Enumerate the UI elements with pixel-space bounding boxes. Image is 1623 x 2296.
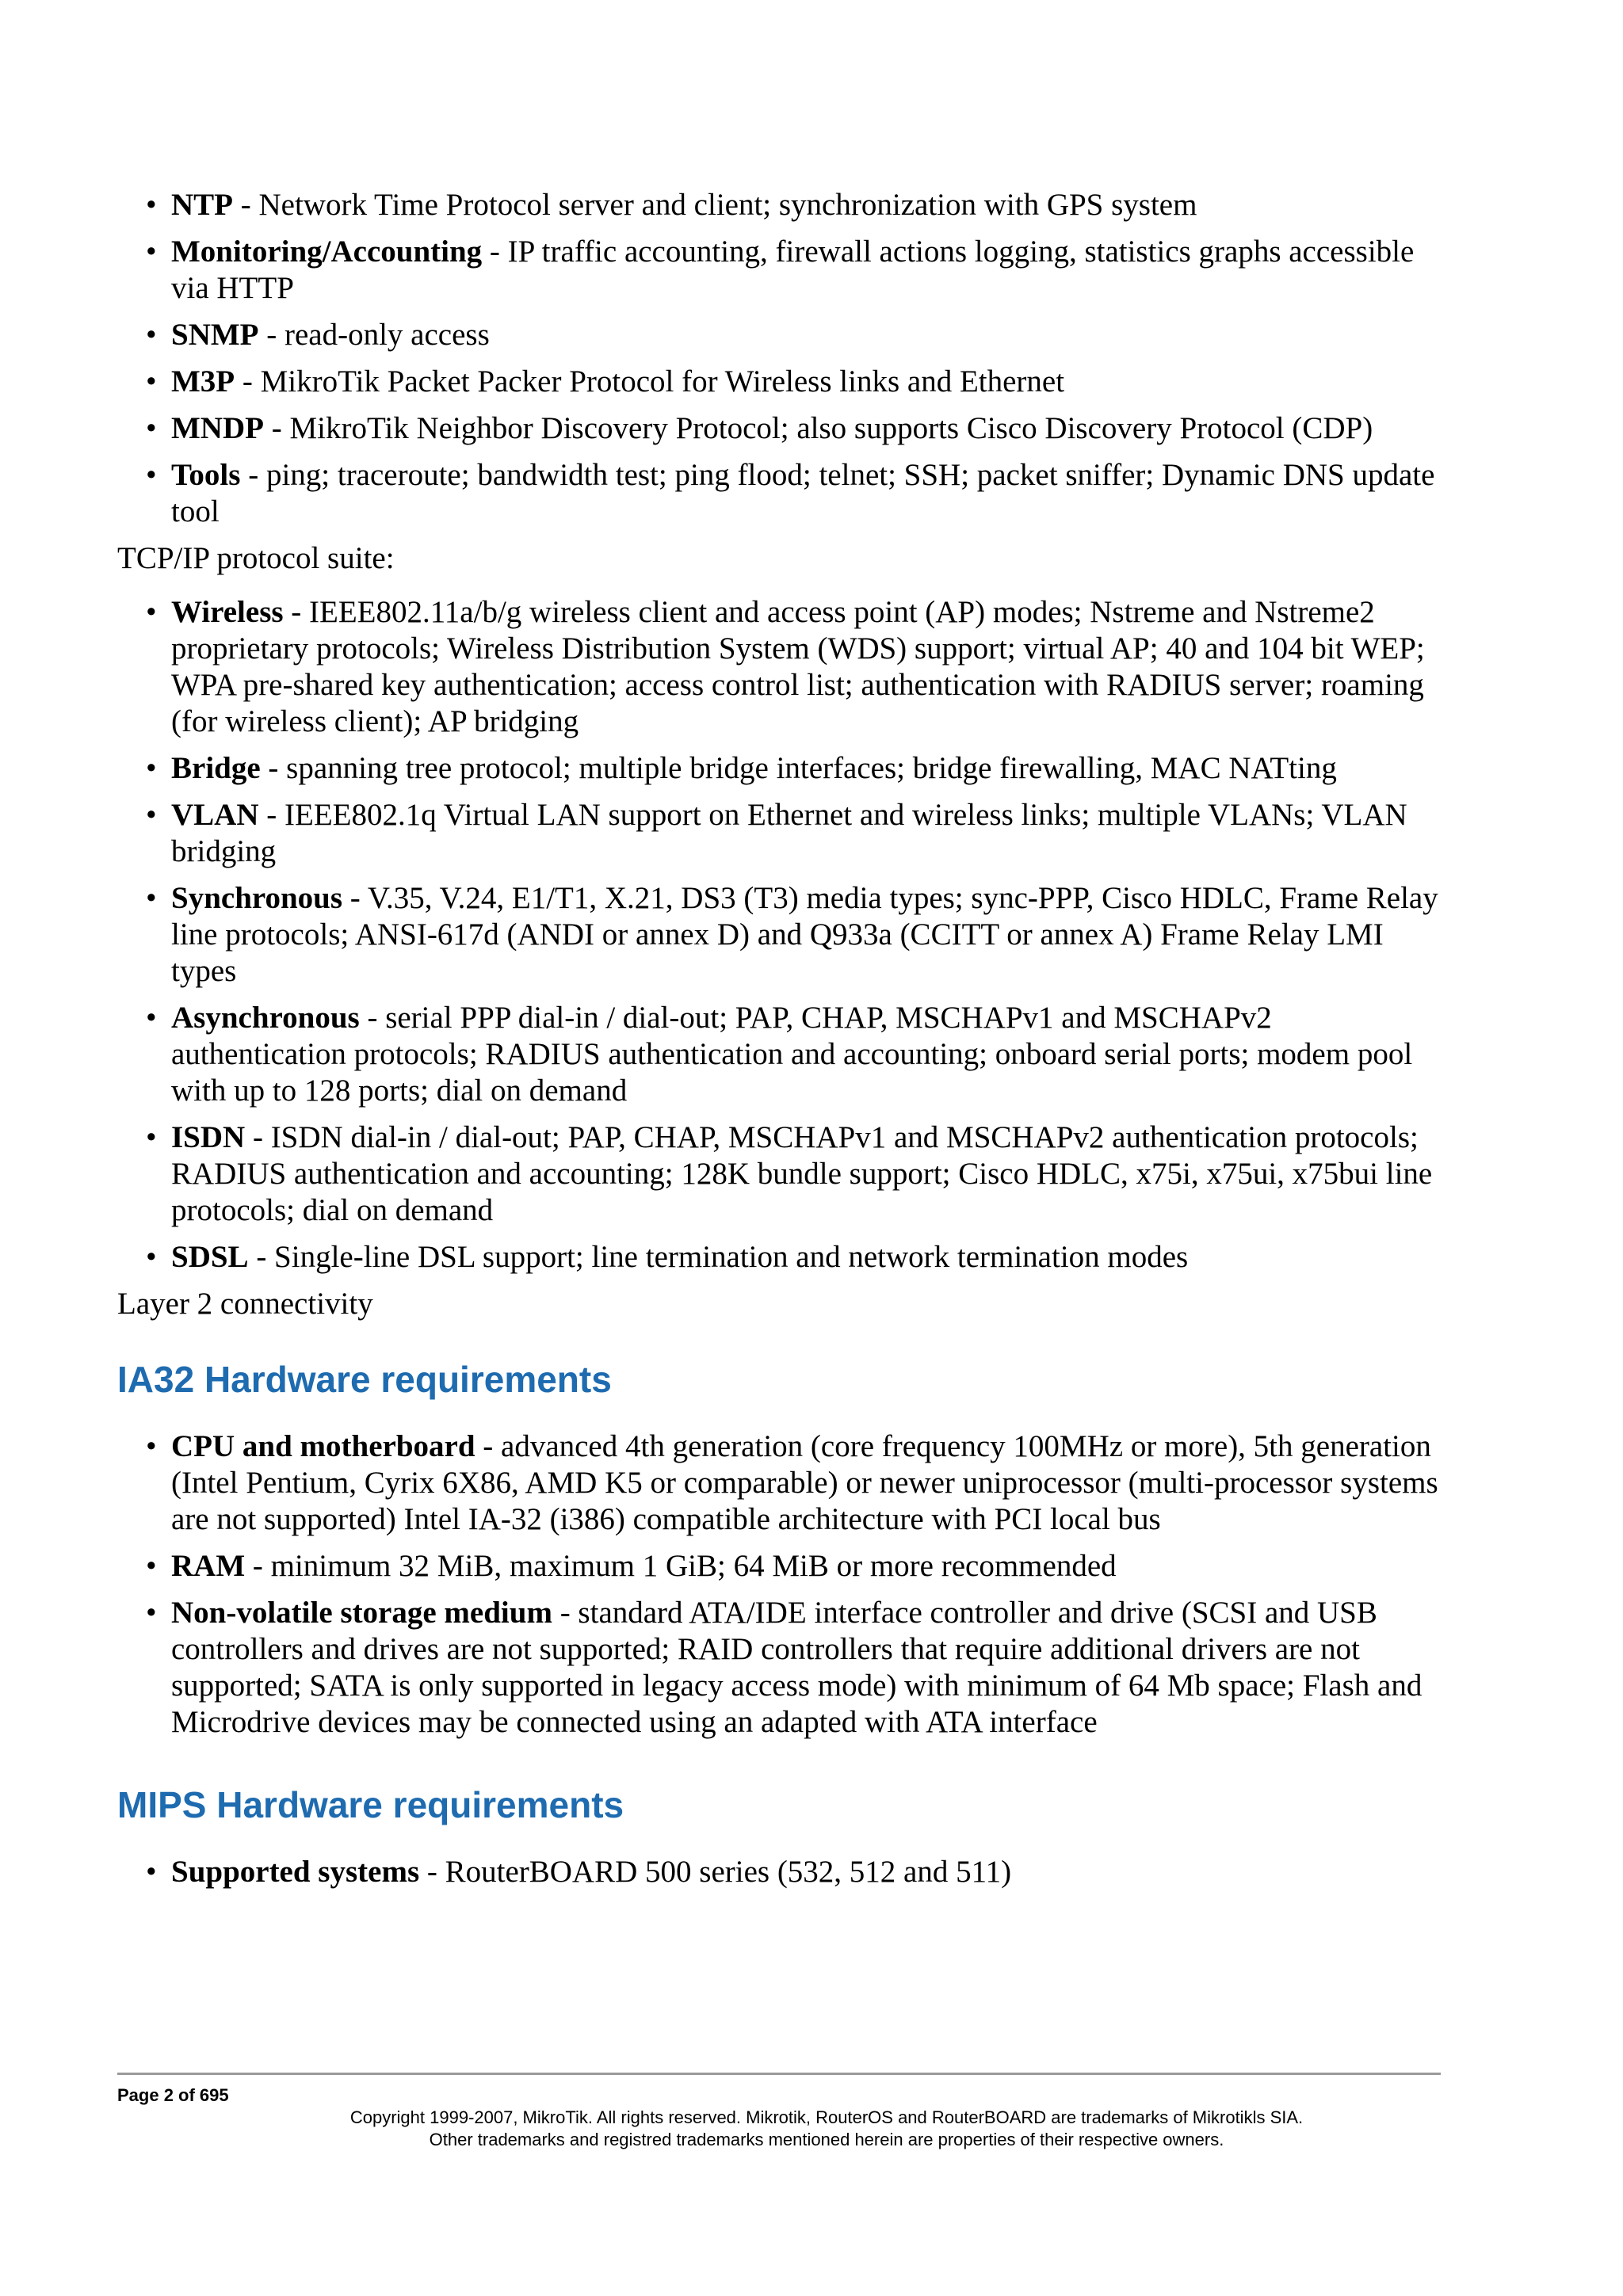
list-item (117, 1595, 1441, 1741)
list-item (117, 1428, 1441, 1538)
bullet-icon: • (146, 188, 157, 222)
item-desc: - IP traffic accounting, firewall actions logging, statistics graphs accessible via HTTP (171, 235, 1415, 305)
requirements-list-ia32 (117, 1428, 1441, 1741)
item-desc: - Network Time Protocol server and client; synchronization with GPS system (233, 188, 1197, 222)
list-item (117, 187, 1441, 223)
item-term: Bridge (171, 751, 261, 785)
item-desc: - Single-line DSL support; line termination and network termination modes (248, 1240, 1189, 1274)
bullet-icon: • (146, 1120, 157, 1154)
list-item (117, 317, 1441, 353)
list-item (117, 1548, 1441, 1585)
bullet-icon: • (146, 881, 157, 915)
feature-list-1 (117, 187, 1441, 530)
list-item (117, 797, 1441, 870)
list-item (117, 750, 1441, 787)
bullet-icon: • (146, 595, 157, 629)
list-item (117, 1119, 1441, 1229)
copyright-line-1: Copyright 1999-2007, MikroTik. All rights reserved. Mikrotik, RouterOS and RouterBOARD are trademarks of Mikrotikls SIA. (349, 2107, 1304, 2127)
item-term: SDSL (171, 1240, 249, 1274)
list-item (117, 1239, 1441, 1276)
item-desc: - ping; traceroute; bandwidth test; ping flood; telnet; SSH; packet sniffer; Dynamic DNS update tool (171, 458, 1435, 528)
item-desc: - MikroTik Neighbor Discovery Protocol; also supports Cisco Discovery Protocol (CDP) (263, 411, 1373, 445)
bullet-icon: • (146, 458, 157, 492)
item-desc: - minimum 32 MiB, maximum 1 GiB; 64 MiB or more recommended (245, 1549, 1117, 1583)
item-desc: - advanced 4th generation (core frequency 100MHz or more), 5th generation (Intel Pentium, Cyrix 6X86, AMD K5 or comparable) or newer uniprocessor (multi-processor systems are not supported) Intel IA-32 (i386) compatible architecture with PCI local bus (171, 1429, 1438, 1536)
item-term: Tools (171, 458, 241, 492)
item-term: NTP (171, 188, 233, 222)
item-desc: - ISDN dial-in / dial-out; PAP, CHAP, MSCHAPv1 and MSCHAPv2 authentication protocols; RADIUS authentication and accounting; 128K bundle support; Cisco HDLC, x75i, x75ui, x75bui line protocols; dial on demand (171, 1120, 1433, 1227)
item-term: SNMP (171, 318, 259, 352)
item-desc: - RouterBOARD 500 series (532, 512 and 511) (419, 1855, 1012, 1889)
item-term: Monitoring/Accounting (171, 235, 483, 269)
bullet-icon: • (146, 1855, 157, 1889)
feature-list-2 (117, 594, 1441, 1276)
item-term: Asynchronous (171, 1001, 360, 1035)
item-desc: - IEEE802.1q Virtual LAN support on Ethernet and wireless links; multiple VLANs; VLAN bridging (171, 798, 1407, 868)
bullet-icon: • (146, 1549, 157, 1583)
item-term: VLAN (171, 798, 259, 832)
copyright-line-2: Other trademarks and registred trademarks mentioned herein are properties of their respective owners. (429, 2130, 1224, 2149)
bullet-icon: • (146, 1596, 157, 1630)
bullet-icon: • (146, 364, 157, 399)
bullet-icon: • (146, 318, 157, 352)
list-item (117, 234, 1441, 307)
item-desc: - V.35, V.24, E1/T1, X.21, DS3 (T3) media types; sync-PPP, Cisco HDLC, Frame Relay line protocols; ANSI-617d (ANDI or annex D) and Q933a (CCITT or annex A) Frame Relay LMI types (171, 881, 1438, 988)
list-item (117, 594, 1441, 740)
item-term: Wireless (171, 595, 284, 629)
item-term: CPU and motherboard (171, 1429, 475, 1463)
page-number: Page 2 of 695 (117, 2085, 229, 2105)
document-page (117, 187, 1441, 1901)
item-desc: - IEEE802.11a/b/g wireless client and access point (AP) modes; Nstreme and Nstreme2 proprietary protocols; Wireless Distribution System (WDS) support; virtual AP; 40 and 104 bit WEP; WPA pre-shared key authentication; access control list; authentication with RADIUS server; roaming (for wireless client); AP bridging (171, 595, 1425, 738)
bullet-icon: • (146, 235, 157, 269)
list-item (117, 1854, 1441, 1890)
item-desc: - standard ATA/IDE interface controller and drive (SCSI and USB controllers and drives are not supported; RAID controllers that require additional drivers are not supported; SATA is only supported in legacy access mode) with minimum of 64 Mb space; Flash and Microdrive devices may be connected using an adapted with ATA interface (171, 1596, 1423, 1739)
item-term: M3P (171, 364, 235, 399)
list-item (117, 364, 1441, 400)
list-item (117, 457, 1441, 530)
bullet-icon: • (146, 411, 157, 445)
list-item (117, 1000, 1441, 1109)
paragraph-layer2: Layer 2 connectivity (117, 1287, 373, 1321)
list-item (117, 880, 1441, 990)
list-item (117, 410, 1441, 447)
bullet-icon: • (146, 798, 157, 832)
section-heading-mips: MIPS Hardware requirements (117, 1784, 624, 1825)
item-term: ISDN (171, 1120, 246, 1154)
bullet-icon: • (146, 751, 157, 785)
item-desc: - spanning tree protocol; multiple bridge interfaces; bridge firewalling, MAC NATting (260, 751, 1337, 785)
item-term: Supported systems (171, 1855, 420, 1889)
requirements-list-mips (117, 1854, 1441, 1890)
item-desc: - serial PPP dial-in / dial-out; PAP, CHAP, MSCHAPv1 and MSCHAPv2 authentication protocols; RADIUS authentication and accounting; onboard serial ports; modem pool with up to 128 ports; dial on demand (171, 1001, 1413, 1108)
page-footer (117, 2073, 1441, 2151)
item-term: RAM (171, 1549, 246, 1583)
item-term: Non-volatile storage medium (171, 1596, 552, 1630)
bullet-icon: • (146, 1429, 157, 1463)
section-heading-ia32: IA32 Hardware requirements (117, 1359, 612, 1400)
paragraph-tcpip: TCP/IP protocol suite: (117, 541, 395, 575)
item-term: Synchronous (171, 881, 343, 915)
item-desc: - MikroTik Packet Packer Protocol for Wireless links and Ethernet (235, 364, 1065, 399)
bullet-icon: • (146, 1001, 157, 1035)
item-desc: - read-only access (258, 318, 490, 352)
item-term: MNDP (171, 411, 264, 445)
bullet-icon: • (146, 1240, 157, 1274)
